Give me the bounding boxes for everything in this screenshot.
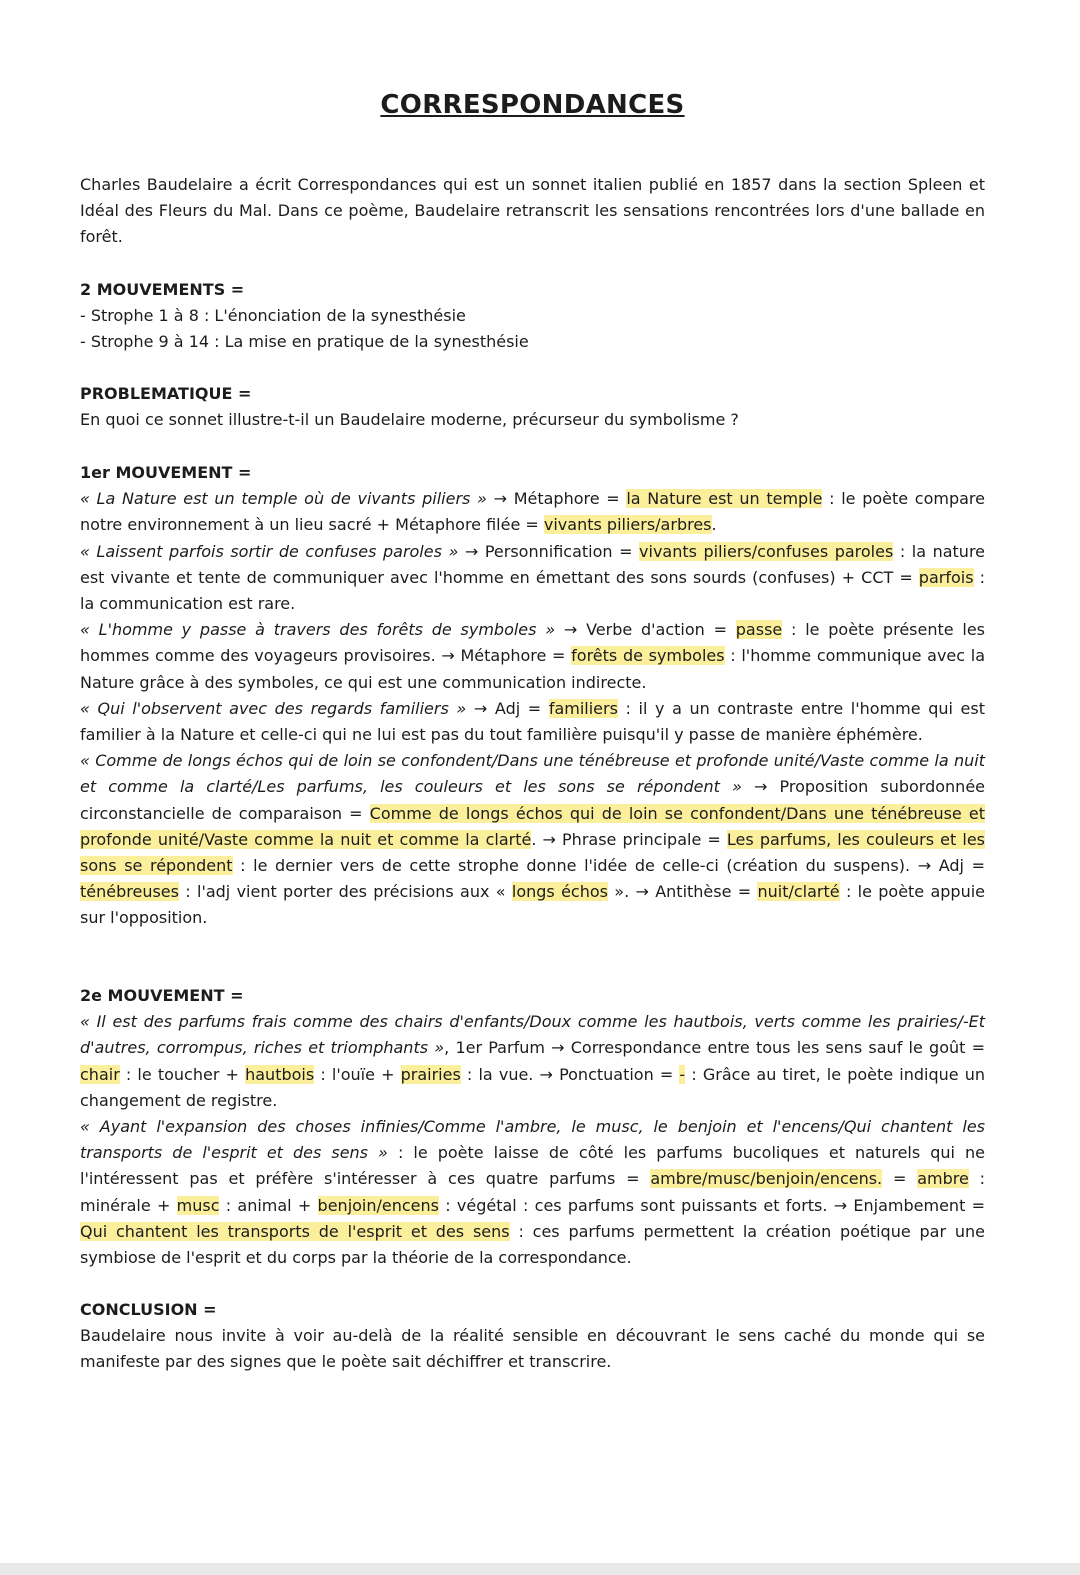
body-text: : l'homme communique avec la Nature grâce à des symboles, ce qui est une communication indirecte.	[80, 646, 985, 692]
body-text: =	[882, 1169, 918, 1189]
body-text: : le poète laisse de côté les parfums bucoliques et naturels qui ne l'intéressent pas et préfère s'intéresser à ces quatre parfums =	[80, 1143, 985, 1189]
body-text: : l'ouïe +	[314, 1064, 401, 1084]
problematique-section	[80, 381, 985, 433]
highlighted-text: forêts de symboles	[571, 646, 725, 666]
quoted-verse: « Laissent parfois sortir de confuses paroles »	[80, 541, 459, 561]
body-text: : la communication est rare.	[80, 567, 985, 614]
body-text: : la nature est vivante et tente de communiquer avec l'homme en émettant des sons sourds (confuses) + CCT =	[80, 541, 986, 587]
highlighted-text: chair	[80, 1064, 120, 1084]
highlighted-text: passe	[735, 620, 783, 640]
body-text: : la vue. → Ponctuation =	[460, 1064, 680, 1084]
conclusion-section	[80, 1297, 985, 1376]
highlighted-text: Les parfums, les couleurs et les sons se répondent	[80, 829, 986, 876]
mouvement-item: - Strophe 1 à 8 : L'énonciation de la synesthésie	[80, 306, 466, 326]
body-text: → Verbe d'action =	[555, 620, 736, 640]
problematique-heading: PROBLEMATIQUE =	[80, 384, 252, 403]
mouvements-heading: 2 MOUVEMENTS =	[80, 280, 245, 299]
highlighted-text: -	[679, 1064, 686, 1084]
body-text: : le poète compare notre environnement à un lieu sacré + Métaphore filée =	[80, 489, 986, 535]
body-text: ». → Antithèse =	[607, 882, 758, 902]
intro-paragraph: Charles Baudelaire a écrit Correspondances qui est un sonnet italien publié en 1857 dans la section Spleen et Idéal des Fleurs du Mal. Dans ce poème, Baudelaire retranscrit les sensations rencontrées lors d'une ballade en forêt.	[80, 175, 985, 247]
body-text: : le dernier vers de cette strophe donne l'idée de celle-ci (création du suspens). → Adj =	[232, 856, 985, 876]
quoted-verse: « La Nature est un temple où de vivants piliers »	[80, 489, 487, 509]
body-text: → Proposition subordonnée circonstancielle de comparaison =	[80, 777, 986, 823]
highlighted-text: vivants piliers/arbres	[543, 515, 712, 535]
body-text: .	[711, 515, 717, 535]
highlighted-text: musc	[176, 1195, 220, 1215]
body-text: : ces parfums permettent la création poétique par une symbiose de l'esprit et du corps par la théorie de la correspondance.	[80, 1221, 985, 1268]
body-text: : l'adj vient porter des précisions aux «	[178, 882, 512, 902]
mouvement-1-heading: 1er MOUVEMENT =	[80, 463, 252, 482]
quoted-verse: « Ayant l'expansion des choses infinies/Comme l'ambre, le musc, le benjoin et l'encens/Qui chantent les transports de l'esprit et des sens »	[80, 1117, 985, 1163]
body-text: : le poète appuie sur l'opposition.	[80, 882, 986, 928]
body-text: . → Phrase principale =	[531, 829, 727, 849]
highlighted-text: hautbois	[245, 1064, 315, 1084]
highlighted-text: prairies	[400, 1064, 461, 1084]
mouvements-section	[80, 277, 985, 356]
highlighted-text: ambre	[917, 1169, 969, 1189]
highlighted-text: longs échos	[511, 882, 608, 902]
body-text: : végétal : ces parfums sont puissants et forts. → Enjambement =	[439, 1195, 986, 1215]
quoted-verse: « L'homme y passe à travers des forêts de symboles »	[80, 620, 556, 640]
intro-section	[80, 172, 985, 251]
quoted-verse: « Comme de longs échos qui de loin se confondent/Dans une ténébreuse et profonde unité/Vaste comme la nuit et comme la clarté/Les parfums, les couleurs et les sons se répondent »	[80, 751, 985, 797]
mouvement-item: - Strophe 9 à 14 : La mise en pratique de la synesthésie	[80, 332, 529, 352]
conclusion-text: Baudelaire nous invite à voir au-delà de la réalité sensible en découvrant le sens caché du monde qui se manifeste par des signes que le poète sait déchiffrer et transcrire.	[80, 1326, 985, 1372]
body-text: → Métaphore =	[486, 489, 627, 509]
highlighted-text: benjoin/encens	[317, 1195, 439, 1215]
mouvement-1-section	[80, 460, 985, 932]
quoted-verse: « Qui l'observent avec des regards familiers »	[80, 698, 467, 718]
mouvement-2-body	[80, 1009, 985, 1271]
quoted-verse: « Il est des parfums frais comme des chairs d'enfants/Doux comme les hautbois, verts comme les prairies/-Et d'autres, corrompus, riches et triomphants »	[80, 1012, 985, 1058]
highlighted-text: Qui chantent les transports de l'esprit et des sens	[80, 1221, 510, 1241]
highlighted-text: vivants piliers/confuses paroles	[639, 541, 894, 561]
page-title: CORRESPONDANCES	[380, 90, 685, 120]
conclusion-heading: CONCLUSION =	[80, 1300, 217, 1319]
mouvement-1-body	[80, 486, 985, 931]
highlighted-text: ambre/musc/benjoin/encens.	[650, 1169, 883, 1189]
body-text: : Grâce au tiret, le poète indique un changement de registre.	[80, 1064, 986, 1110]
page-bottom-edge	[0, 1563, 1080, 1575]
body-text: → Personnification =	[458, 541, 640, 561]
body-text: , 1er Parfum → Correspondance entre tous les sens sauf le goût =	[444, 1038, 986, 1058]
mouvement-2-heading: 2e MOUVEMENT =	[80, 986, 244, 1005]
highlighted-text: Comme de longs échos qui de loin se confondent/Dans une ténébreuse et profonde unité/Vaste comme la nuit et comme la clarté	[80, 803, 986, 849]
body-text: : il y a un contraste entre l'homme qui est familier à la Nature et celle-ci qui ne lui est pas du tout familière puisqu'il y passe de manière éphémère.	[80, 698, 986, 745]
highlighted-text: la Nature est un temple	[626, 489, 823, 509]
problematique-text: En quoi ce sonnet illustre-t-il un Baudelaire moderne, précurseur du symbolisme ?	[80, 410, 739, 430]
body-text: → Adj =	[466, 698, 549, 718]
body-text: : animal +	[219, 1195, 318, 1215]
highlighted-text: parfois	[918, 567, 974, 587]
highlighted-text: familiers	[548, 698, 618, 718]
highlighted-text: ténébreuses	[80, 882, 179, 902]
mouvement-2-section	[80, 983, 985, 1271]
highlighted-text: nuit/clarté	[757, 882, 840, 902]
body-text: : le poète présente les hommes comme des voyageurs provisoires. → Métaphore =	[80, 620, 986, 666]
body-text: : le toucher +	[119, 1064, 246, 1084]
body-text: : minérale +	[80, 1169, 986, 1215]
